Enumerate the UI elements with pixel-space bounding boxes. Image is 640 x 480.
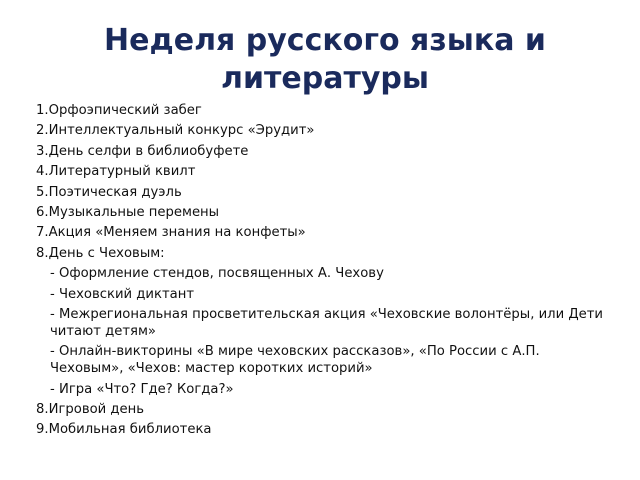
list-item: 9.Мобильная библиотека (36, 422, 212, 438)
list-item: 8.Игровой день (36, 402, 145, 418)
list-item: 3.День селфи в библиобуфете (36, 143, 249, 159)
list-item: 8.День с Чеховым: (36, 245, 165, 261)
sub-list-item: - Игра «Что? Где? Когда?» (50, 381, 234, 397)
event-list (36, 102, 616, 442)
list-item: 7.Акция «Меняем знания на конфеты» (36, 225, 306, 241)
sub-list-item: - Чеховский диктант (50, 286, 195, 302)
slide-title: Неделя русского языка и литературы (104, 23, 546, 96)
list-item: 5.Поэтическая дуэль (36, 184, 182, 200)
list-item: 4.Литературный квилт (36, 164, 196, 180)
list-item: 2.Интеллектуальный конкурс «Эрудит» (36, 123, 315, 139)
sub-list-item: - Онлайн-викторины «В мире чеховских рассказов», «По России с А.П. Чеховым», «Чехов: мастер коротких историй» (50, 344, 540, 377)
sub-list-item: - Оформление стендов, посвященных А. Чехову (50, 266, 384, 282)
sub-list-item: - Межрегиональная просветительская акция «Чеховские волонтёры, или Дети читают детям» (50, 306, 604, 339)
list-item: 1.Орфоэпический забег (36, 103, 202, 118)
list-item: 6.Музыкальные перемены (36, 204, 220, 220)
